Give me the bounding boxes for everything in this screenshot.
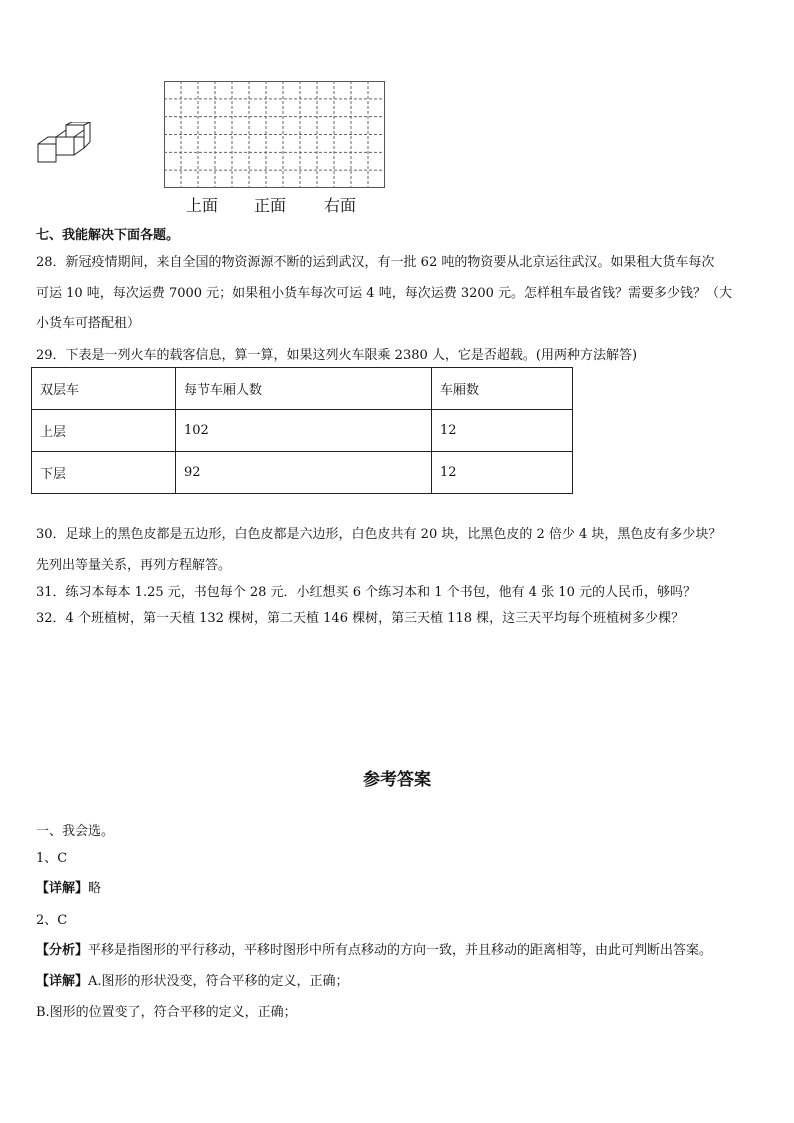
section-heading-7: 七、我能解决下面各题。: [36, 228, 180, 243]
table-row: [32, 452, 573, 494]
question-30-line-1: 30．足球上的黑色皮都是五边形，白色皮都是六边形，白色皮共有 20 块，比黑色皮的 2 倍少 4 块，黑色皮有多少块？: [36, 527, 722, 542]
dashed-grid: [164, 81, 385, 188]
table-header-cell: 每节车厢人数: [176, 368, 432, 410]
detail-tag: 【详解】: [36, 881, 89, 896]
question-31: 31．练习本每本 1.25 元，书包每个 28 元．小红想买 6 个练习本和 1 个书包，他有 4 张 10 元的人民币，够吗？: [36, 585, 696, 600]
answer-2-detail: [36, 970, 349, 989]
answer-2-option-b: B.图形的位置变了，符合平移的定义，正确；: [36, 1005, 297, 1020]
detail-text: A.图形的形状没变，符合平移的定义，正确；: [88, 974, 349, 989]
view-label-top: 上面: [186, 196, 219, 215]
table-header-row: [32, 368, 573, 410]
table-cell: 下层: [32, 452, 176, 494]
detail-tag: 【详解】: [36, 974, 89, 989]
question-28-line-1: 28．新冠疫情期间，来自全国的物资源源不断的运到武汉，有一批 62 吨的物资要从北京运往武汉。如果租大货车每次: [36, 255, 715, 270]
answers-title: 参考答案: [363, 770, 431, 790]
analysis-tag: 【分析】: [36, 943, 89, 958]
answer-1: 1、C: [36, 851, 68, 866]
table-header-cell: 车厢数: [432, 368, 573, 410]
question-32: 32．4 个班植树，第一天植 132 棵树，第二天植 146 棵树，第三天植 118 棵，这三天平均每个班植树多少棵？: [36, 611, 685, 626]
train-capacity-table: [31, 367, 573, 494]
table-cell: 12: [432, 452, 573, 494]
question-29: 29．下表是一列火车的载客信息，算一算，如果这列火车限乘 2380 人，它是否超载。(用两种方法解答): [36, 348, 638, 363]
table-cell: 12: [432, 410, 573, 452]
detail-text: 略: [88, 881, 102, 896]
table-header-cell: 双层车: [32, 368, 176, 410]
table-cell: 92: [176, 452, 432, 494]
table-cell: 上层: [32, 410, 176, 452]
question-28-line-3: 小货车可搭配租）: [36, 316, 141, 331]
question-30-line-2: 先列出等量关系，再列方程解答。: [36, 558, 232, 573]
view-label-front: 正面: [254, 196, 287, 215]
question-28-line-2: 可运 10 吨，每次运费 7000 元；如果租小货车每次可运 4 吨，每次运费 3200 元。怎样租车最省钱？需要多少钱？（大: [36, 286, 733, 301]
answer-2: 2、C: [36, 913, 68, 928]
view-label-right: 右面: [324, 196, 357, 215]
analysis-text: 平移是指图形的平行移动，平移时图形中所有点移动的方向一致，并且移动的距离相等，由此可判断出答案。: [88, 943, 713, 958]
view-labels: [186, 193, 386, 217]
cube-figure: [36, 122, 98, 164]
answers-section-1: 一、我会选。: [36, 824, 115, 839]
answer-2-analysis: [36, 939, 712, 958]
answer-1-detail: [36, 877, 101, 896]
table-cell: 102: [176, 410, 432, 452]
table-row: [32, 410, 573, 452]
